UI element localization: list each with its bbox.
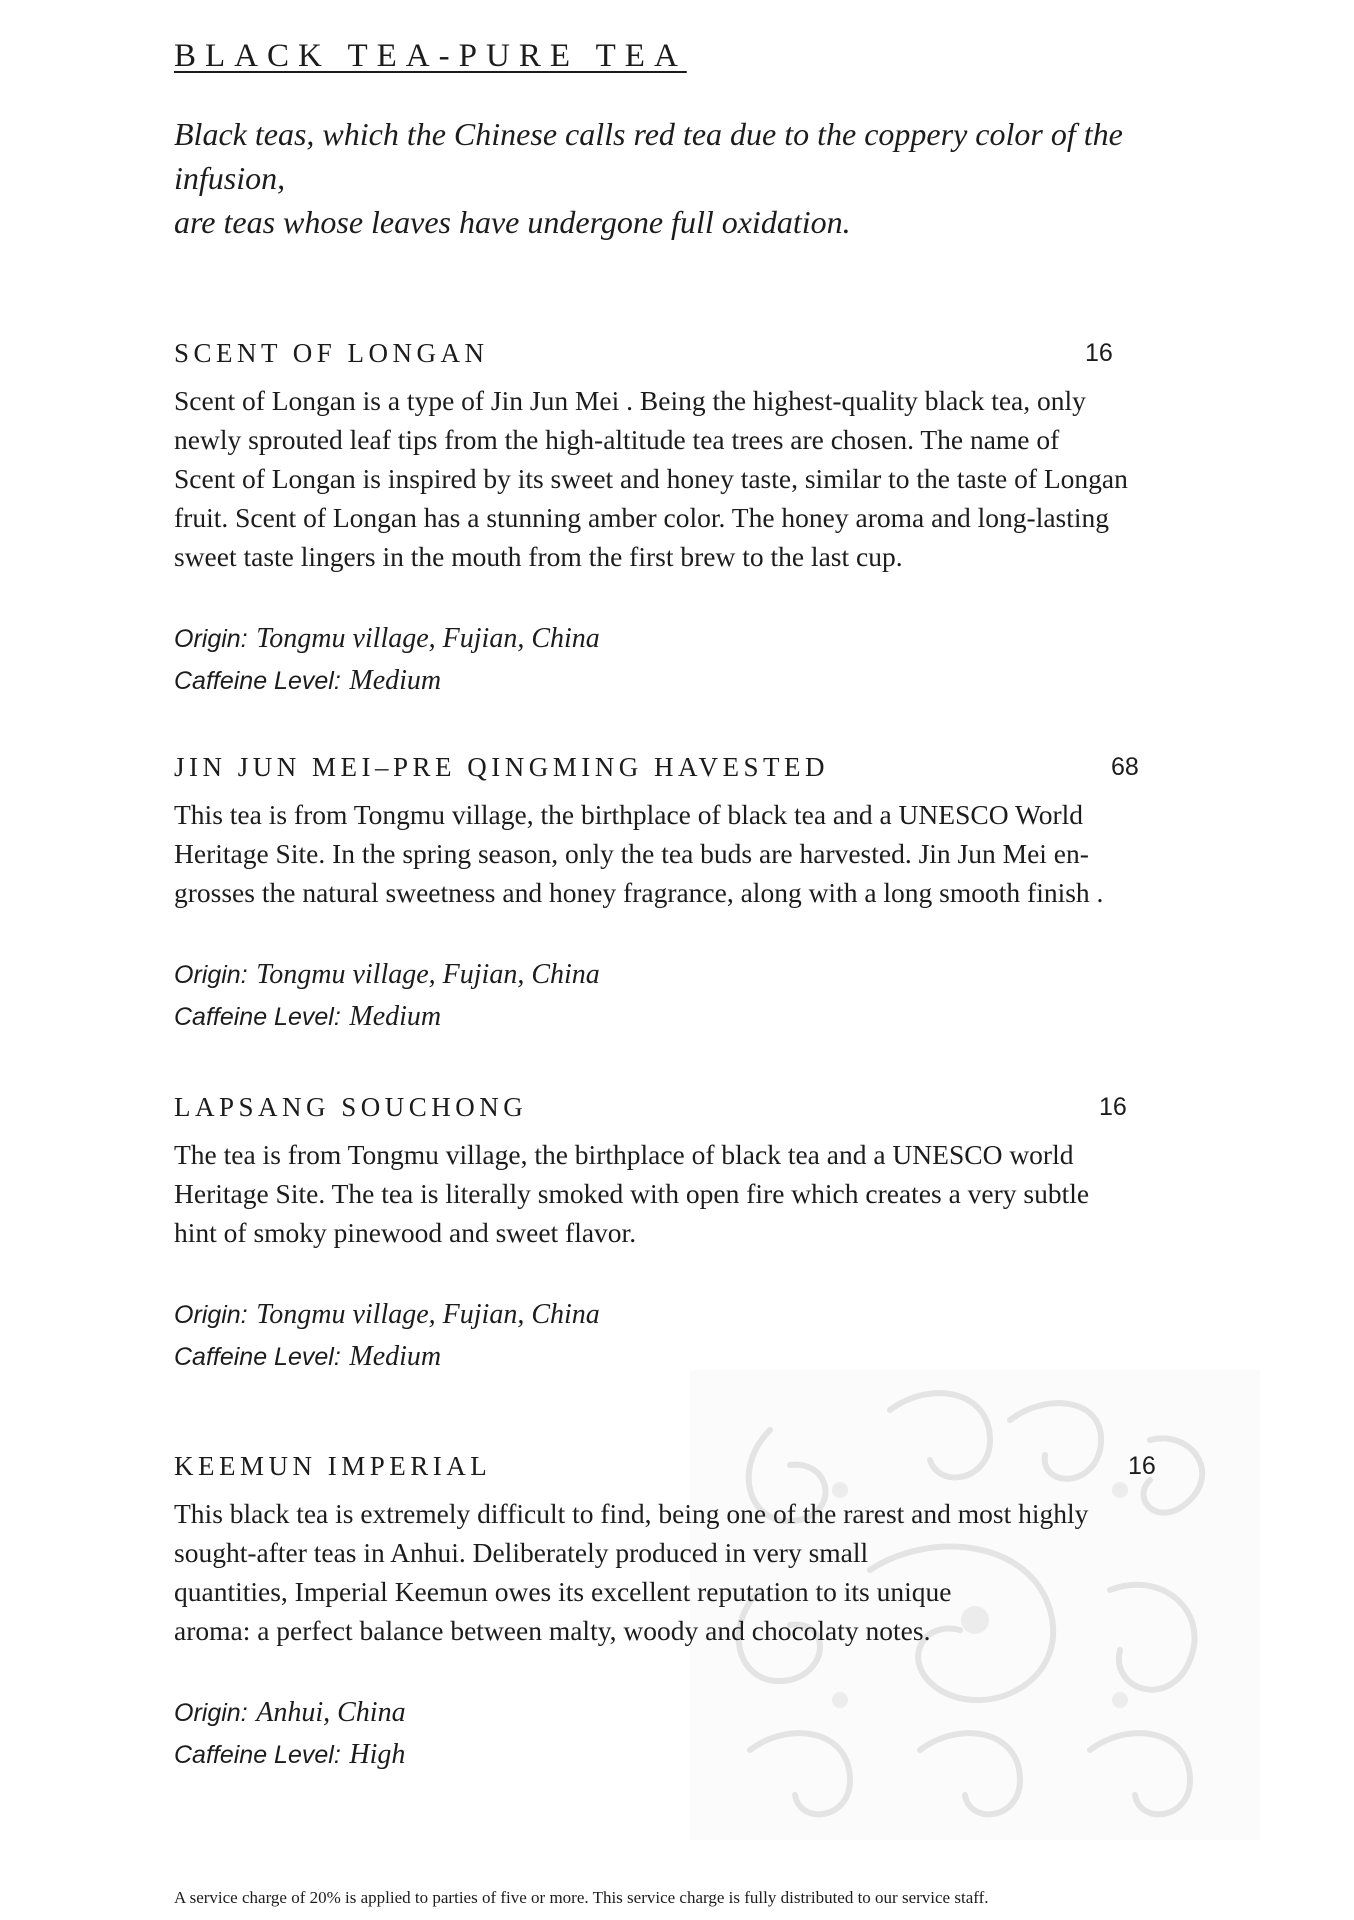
tea-item-jin-jun-mei bbox=[174, 747, 1294, 1038]
page-title: BLACK TEA-PURE TEA bbox=[174, 38, 687, 74]
tea-description bbox=[174, 1135, 1294, 1252]
caffeine-value: High bbox=[349, 1739, 406, 1770]
description-line: quantities, Imperial Keemun owes its excellent reputation to its unique bbox=[174, 1576, 952, 1607]
description-line: sought-after teas in Anhui. Deliberately produced in very small bbox=[174, 1537, 869, 1568]
tea-price: 16 bbox=[1128, 1452, 1156, 1480]
origin-line bbox=[174, 618, 1294, 660]
origin-line bbox=[174, 1692, 1294, 1734]
description-line: hint of smoky pinewood and sweet flavor. bbox=[174, 1217, 637, 1248]
tea-price: 68 bbox=[1111, 753, 1139, 781]
origin-value: Anhui, China bbox=[256, 1697, 406, 1728]
tea-item-lapsang-souchong bbox=[174, 1087, 1294, 1378]
caffeine-label: Caffeine Level: bbox=[174, 1343, 341, 1371]
tea-name: LAPSANG SOUCHONG bbox=[174, 1092, 528, 1122]
caffeine-label: Caffeine Level: bbox=[174, 1741, 341, 1769]
origin-line bbox=[174, 954, 1294, 996]
tea-meta bbox=[174, 1692, 1294, 1776]
service-charge-note: A service charge of 20% is applied to parties of five or more. This service charge is fully distributed to our service staff. bbox=[174, 1888, 989, 1907]
origin-label: Origin: bbox=[174, 625, 248, 653]
description-line: Heritage Site. The tea is literally smoked with open fire which creates a very subtle bbox=[174, 1178, 1090, 1209]
description-line: The tea is from Tongmu village, the birthplace of black tea and a UNESCO world bbox=[174, 1139, 1074, 1170]
tea-description bbox=[174, 381, 1294, 576]
description-line: This tea is from Tongmu village, the birthplace of black tea and a UNESCO World bbox=[174, 799, 1084, 830]
origin-label: Origin: bbox=[174, 1699, 248, 1727]
tea-name: JIN JUN MEI–PRE QINGMING HAVESTED bbox=[174, 752, 830, 782]
origin-line bbox=[174, 1294, 1294, 1336]
description-line: grosses the natural sweetness and honey fragrance, along with a long smooth finish . bbox=[174, 877, 1104, 908]
description-line: aroma: a perfect balance between malty, woody and chocolaty notes. bbox=[174, 1615, 931, 1646]
description-line: newly sprouted leaf tips from the high-altitude tea trees are chosen. The name of bbox=[174, 424, 1060, 455]
tea-price: 16 bbox=[1085, 339, 1113, 367]
origin-value: Tongmu village, Fujian, China bbox=[256, 1299, 600, 1330]
tea-meta bbox=[174, 1294, 1294, 1378]
tea-price: 16 bbox=[1099, 1093, 1127, 1121]
caffeine-label: Caffeine Level: bbox=[174, 667, 341, 695]
caffeine-value: Medium bbox=[349, 1001, 442, 1032]
origin-label: Origin: bbox=[174, 1301, 248, 1329]
tea-item-scent-of-longan bbox=[174, 333, 1294, 702]
tea-name: SCENT OF LONGAN bbox=[174, 338, 489, 368]
description-line: Scent of Longan is inspired by its sweet and honey taste, similar to the taste of Longan bbox=[174, 463, 1128, 494]
description-line: This black tea is extremely difficult to find, being one of the rarest and most highly bbox=[174, 1498, 1089, 1529]
caffeine-line bbox=[174, 660, 1294, 702]
caffeine-value: Medium bbox=[349, 665, 442, 696]
tea-description bbox=[174, 795, 1294, 912]
origin-value: Tongmu village, Fujian, China bbox=[256, 959, 600, 990]
origin-value: Tongmu village, Fujian, China bbox=[256, 623, 600, 654]
tea-item-keemun-imperial bbox=[174, 1446, 1294, 1776]
description-line: Scent of Longan is a type of Jin Jun Mei . Being the highest-quality black tea, only bbox=[174, 385, 1086, 416]
description-line: fruit. Scent of Longan has a stunning amber color. The honey aroma and long-lasting bbox=[174, 502, 1110, 533]
caffeine-value: Medium bbox=[349, 1341, 442, 1372]
origin-label: Origin: bbox=[174, 961, 248, 989]
tea-meta bbox=[174, 954, 1294, 1038]
tea-description bbox=[174, 1494, 1294, 1650]
caffeine-line bbox=[174, 1734, 1294, 1776]
description-line: Heritage Site. In the spring season, only the tea buds are harvested. Jin Jun Mei en- bbox=[174, 838, 1089, 869]
intro-text bbox=[174, 112, 1294, 244]
intro-line: are teas whose leaves have undergone full oxidation. bbox=[174, 204, 851, 240]
tea-name: KEEMUN IMPERIAL bbox=[174, 1451, 492, 1481]
description-line: sweet taste lingers in the mouth from the first brew to the last cup. bbox=[174, 541, 903, 572]
caffeine-line bbox=[174, 996, 1294, 1038]
caffeine-line bbox=[174, 1336, 1294, 1378]
caffeine-label: Caffeine Level: bbox=[174, 1003, 341, 1031]
intro-line: Black teas, which the Chinese calls red tea due to the coppery color of the bbox=[174, 116, 1123, 152]
tea-meta bbox=[174, 618, 1294, 702]
intro-line: infusion, bbox=[174, 160, 286, 196]
